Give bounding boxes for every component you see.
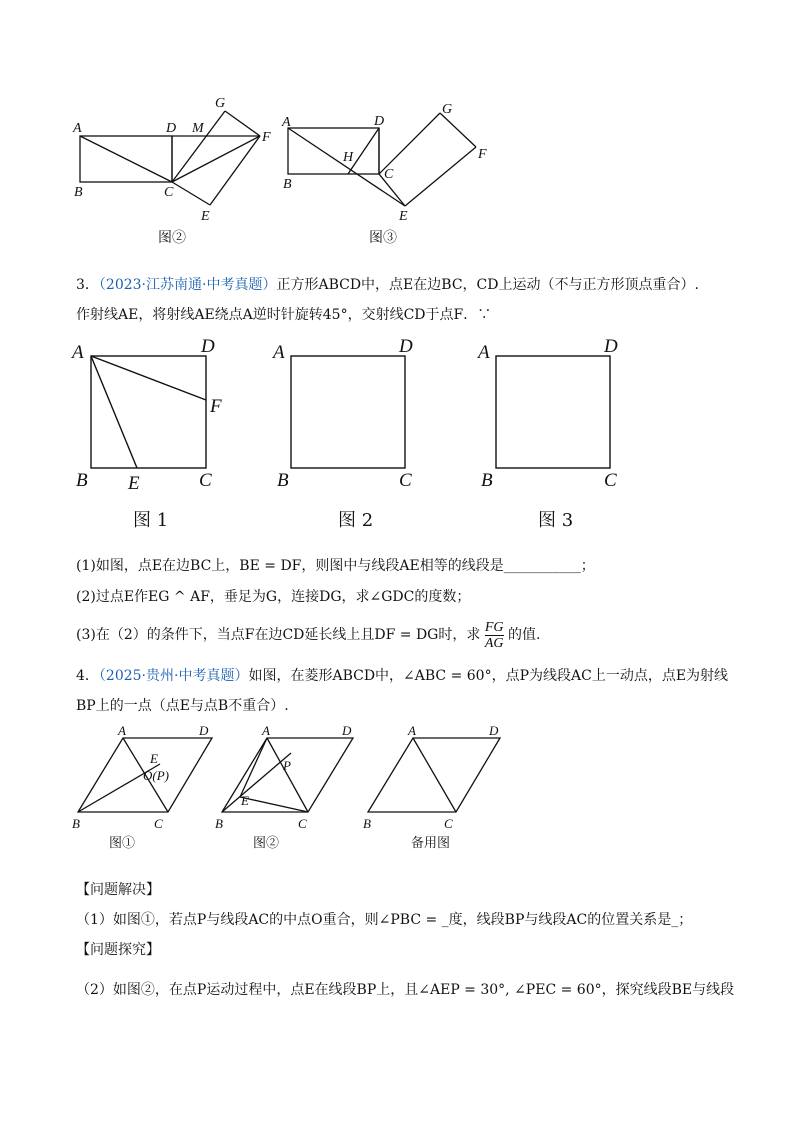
q3-stem-text1: 正方形ABCD中，点E在边BC，CD上运动（不与正方形顶点重合）. (276, 277, 699, 293)
q3f1-label-F: F (210, 396, 222, 417)
q3-source: （2023·江苏南通·中考真题） (98, 277, 277, 293)
q3-figure-2 (270, 336, 430, 531)
q4f2-label-E: E (241, 793, 249, 808)
fig3-label-D: D (374, 114, 385, 129)
q4f2-caption: 图② (253, 836, 280, 851)
q3f1-label-C: C (199, 470, 212, 491)
q3-stem-line2 (76, 305, 491, 325)
q4-stem-text2: BP上的一点（点E与点B不重合）. (76, 698, 289, 714)
q3f1-label-A: A (72, 342, 84, 363)
q4f3-label-C: C (444, 816, 453, 831)
q3f2-label-B: B (277, 470, 289, 491)
q3-stem-text2: 作射线AE，将射线AE绕点A逆时针旋转45°，交射线CD于点F．∵ (76, 307, 492, 323)
q4-figure-backup (358, 722, 518, 852)
q3f1-label-B: B (76, 470, 88, 491)
q4-part1 (76, 910, 692, 930)
q3-part2 (76, 587, 470, 607)
q4-heading2-text: 【问题探究】 (76, 942, 160, 958)
q3f3-label-B: B (481, 470, 493, 491)
q3-fraction-num: FG (484, 619, 504, 635)
q3f1-label-D: D (201, 336, 215, 357)
q3-part3-fraction (485, 620, 504, 651)
q4f3-label-B: B (363, 816, 371, 831)
q4f2-label-P: P (283, 758, 291, 773)
q4f3-label-D: D (489, 723, 499, 738)
fig3-label-F: F (478, 147, 487, 162)
q4f2-label-B: B (215, 816, 223, 831)
q4-heading-explore (76, 940, 160, 960)
q4-number: 4． (76, 668, 99, 684)
q4-stem-text1: 如图，在菱形ABCD中，∠ABC = 60°，点P为线段AC上一动点，点E为射线 (248, 668, 729, 684)
q3-stem-line1 (76, 275, 699, 295)
q3f2-caption: 图 2 (338, 510, 374, 531)
q4-stem-line1 (76, 666, 728, 686)
q3f3-label-D: D (604, 336, 618, 357)
fig2-label-F: F (262, 130, 271, 145)
q4-figure-2 (212, 722, 362, 852)
q4-part1-text: （1）如图①，若点P与线段AC的中点O重合，则∠PBC = _度，线段BP与线段AC的位置关系是_； (76, 912, 693, 928)
figure-top-2 (70, 95, 270, 245)
q4f3-caption: 备用图 (411, 836, 451, 851)
q4-stem-line2 (76, 696, 289, 716)
q3-part2-text: (2)过点E作EG ^ AF，垂足为G，连接DG，求∠GDC的度数； (76, 589, 471, 605)
q4f2-label-D: D (342, 723, 352, 738)
q3f2-label-A: A (273, 342, 285, 363)
q4f2-label-A: A (262, 723, 270, 738)
q3-figure-3 (475, 336, 635, 531)
q3f1-caption: 图 1 (133, 510, 169, 531)
q4f1-label-D: D (199, 723, 209, 738)
q4-heading1-text: 【问题解决】 (76, 882, 160, 898)
q3-figure-1 (70, 336, 230, 531)
fig2-label-E: E (201, 209, 210, 224)
q3-part3-text-b: 的值. (507, 627, 541, 643)
q4f1-label-C: C (154, 816, 163, 831)
q3-part1 (76, 556, 595, 576)
fig3-label-A: A (282, 115, 291, 130)
q3f1-label-E: E (128, 473, 140, 494)
q3f2-label-D: D (399, 336, 413, 357)
q4f1-label-B: B (72, 816, 80, 831)
fig2-label-D: D (166, 121, 177, 136)
q4-part2 (76, 980, 734, 1000)
fig2-label-A: A (73, 121, 82, 136)
fig3-label-G: G (442, 102, 453, 117)
q3f2-label-C: C (399, 470, 412, 491)
fig2-label-M: M (192, 121, 204, 136)
q4-figure-1 (68, 722, 218, 852)
q4-source: （2025·贵州·中考真题） (98, 668, 249, 684)
q4-part2-text: （2）如图②，在点P运动过程中，点E在线段BP上，且∠AEP = 30°, ∠PEC = 60°，探究线段BE与线段 (76, 982, 735, 998)
q4f2-label-C: C (298, 816, 307, 831)
fig2-label-C: C (164, 185, 174, 200)
q3f3-caption: 图 3 (538, 510, 574, 531)
q3f3-label-C: C (604, 470, 617, 491)
figure-top-3 (278, 95, 498, 245)
q3f3-label-A: A (478, 342, 490, 363)
q4f1-caption: 图① (109, 836, 136, 851)
q4f1-label-E: E (150, 751, 158, 766)
fig3-caption: 图③ (369, 230, 397, 246)
fig2-label-B: B (74, 185, 83, 200)
q4f3-label-A: A (408, 723, 416, 738)
q3-part1-text: (1)如图，点E在边BC上，BE = DF，则图中与线段AE相等的线段是___________； (76, 558, 595, 574)
q3-part3-text-a: (3)在（2）的条件下，当点F在边CD延长线上且DF = DG时，求 (76, 627, 481, 643)
fig2-caption: 图② (158, 230, 186, 246)
fig3-label-H: H (343, 150, 354, 165)
fig3-label-C: C (384, 167, 394, 182)
fig3-label-E: E (399, 209, 408, 224)
q4f1-label-A: A (118, 723, 126, 738)
fig3-label-B: B (283, 177, 292, 192)
q4-heading-solve (76, 880, 160, 900)
q3-part3 (76, 618, 540, 652)
q4f1-label-OP: O(P) (143, 768, 169, 783)
q3-number: 3． (76, 277, 99, 293)
fig2-label-G: G (215, 96, 226, 111)
q3-fraction-den: AG (484, 635, 504, 651)
